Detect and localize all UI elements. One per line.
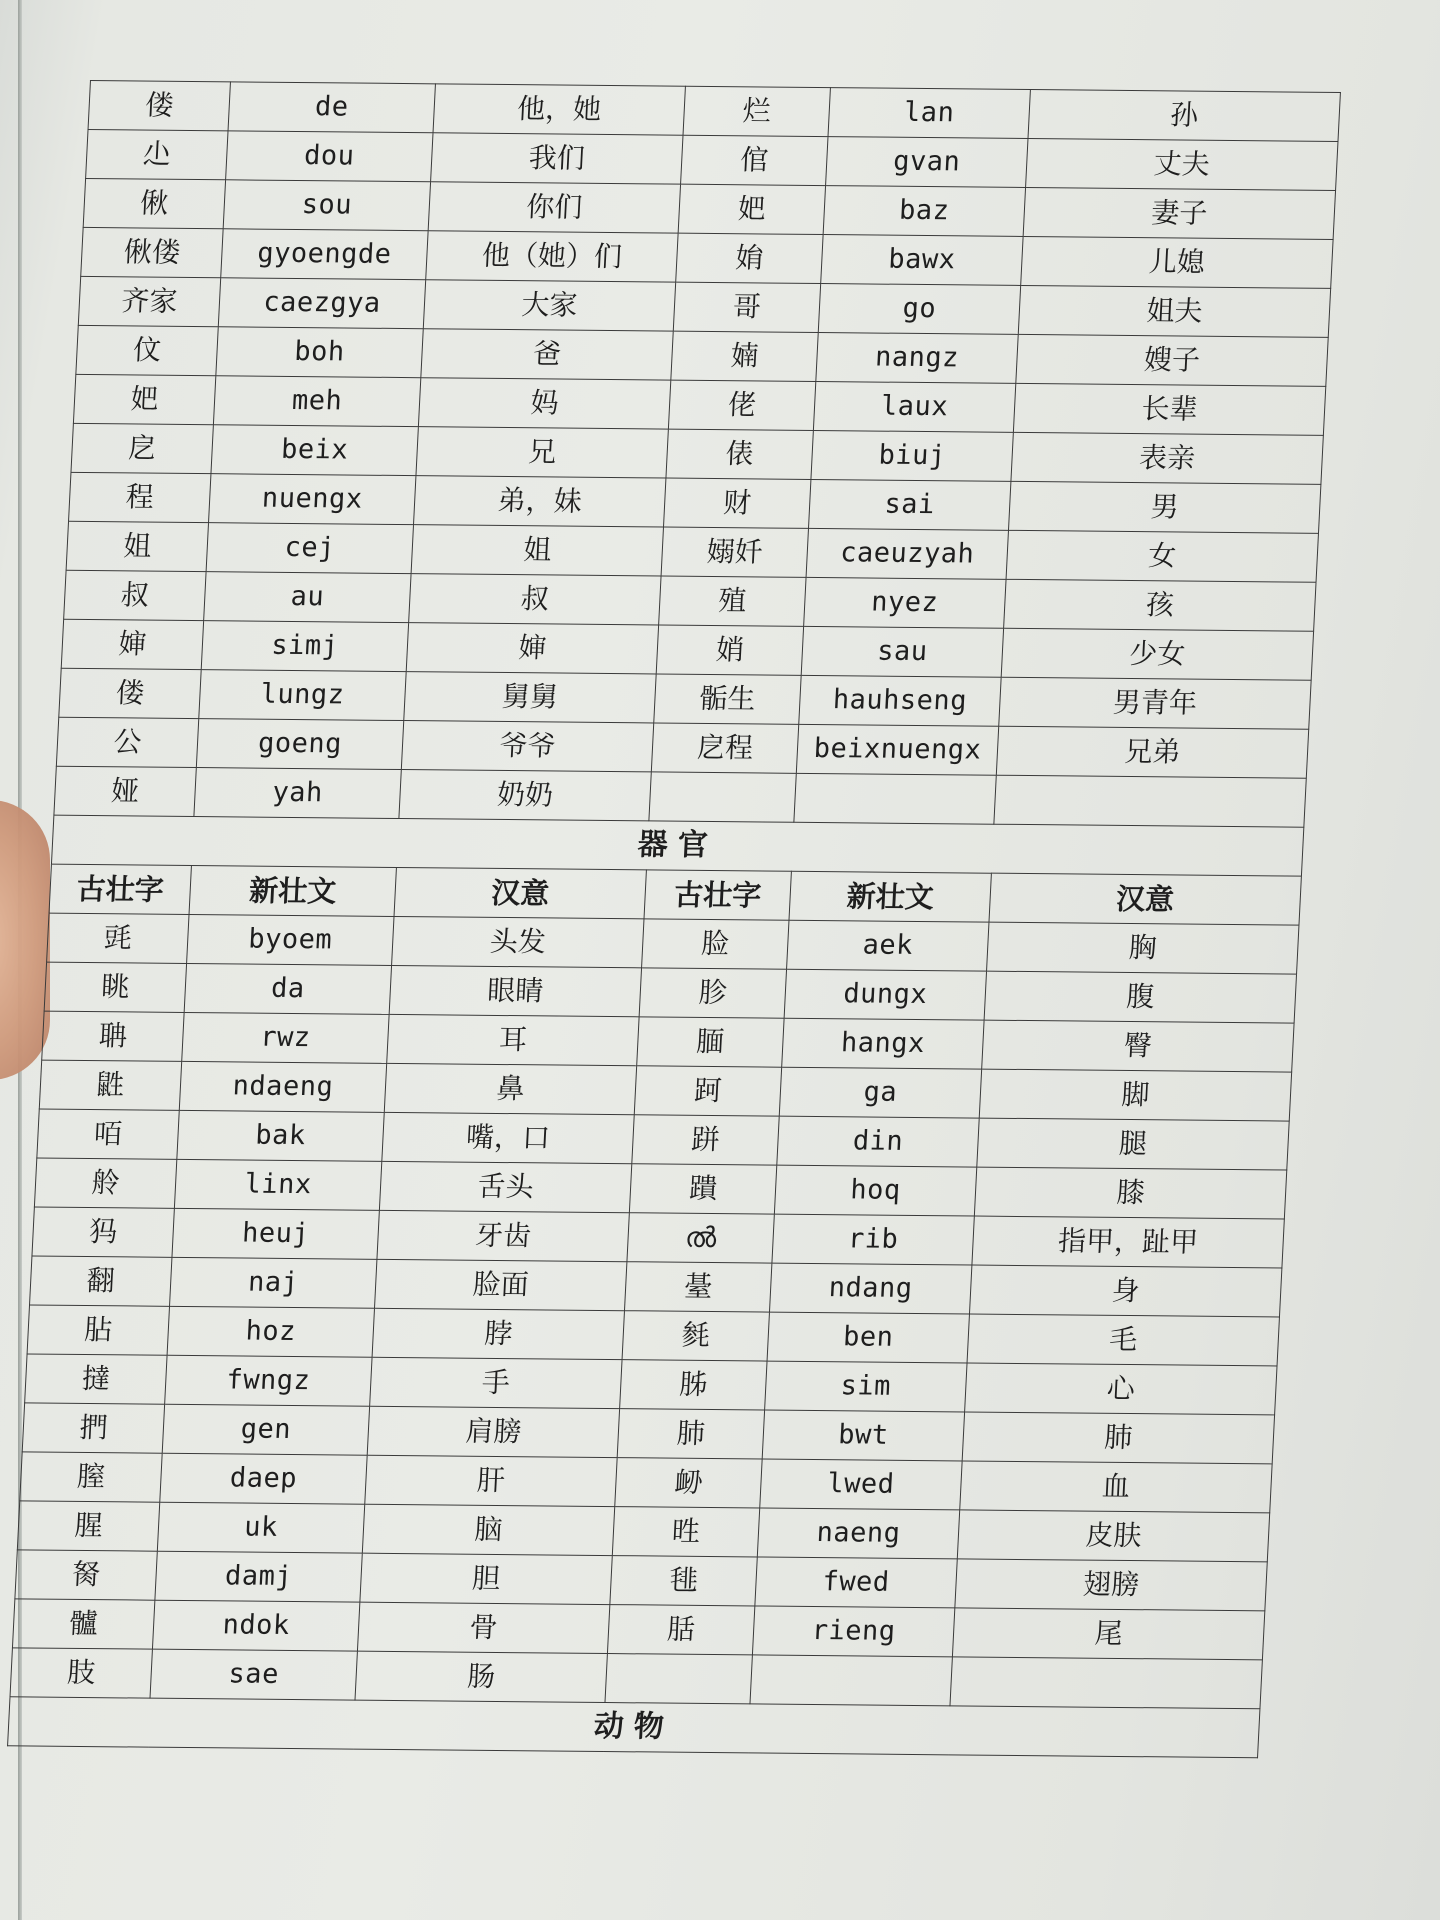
cell-new-zhuang-text xyxy=(794,773,996,824)
cell-old-zhuang-char: 䑓 xyxy=(624,1262,771,1312)
cell-new-zhuang-text: linx xyxy=(174,1159,381,1210)
cell-chinese-meaning: 尾 xyxy=(952,1608,1264,1660)
cell-chinese-meaning: 兄弟 xyxy=(996,726,1308,778)
cell-new-zhuang-text: lwed xyxy=(760,1459,962,1510)
cell-new-zhuang-text: au xyxy=(204,572,411,623)
cell-chinese-meaning: 骨 xyxy=(357,1602,609,1653)
cell-new-zhuang-text: bwt xyxy=(762,1410,964,1461)
cell-old-zhuang-char: 妑 xyxy=(678,184,825,234)
cell-old-zhuang-char: 聃 xyxy=(42,1011,184,1061)
cell-old-zhuang-char: 跒 xyxy=(634,1066,781,1116)
cell-chinese-meaning: 肺 xyxy=(962,1412,1274,1464)
cell-chinese-meaning: 叔 xyxy=(409,574,661,625)
cell-old-zhuang-char: 犸 xyxy=(32,1207,174,1257)
cell-chinese-meaning: 牙齿 xyxy=(377,1210,629,1261)
section-title-organs: 器官 xyxy=(51,815,1303,876)
cell-chinese-meaning: 舌头 xyxy=(379,1161,631,1212)
cell-new-zhuang-text: caezgya xyxy=(218,278,425,329)
vocabulary-table xyxy=(7,80,1341,1758)
cell-new-zhuang-text: biuj xyxy=(811,430,1013,481)
cell-chinese-meaning: 肠 xyxy=(355,1651,607,1702)
cell-new-zhuang-text: sai xyxy=(808,479,1010,530)
cell-old-zhuang-char: 俵 xyxy=(666,429,813,479)
vocabulary-sheet xyxy=(7,80,1340,1758)
cell-chinese-meaning: 女 xyxy=(1006,530,1318,582)
cell-old-zhuang-char: 䘐 xyxy=(615,1458,762,1508)
cell-old-zhuang-char: 偻 xyxy=(59,668,201,718)
cell-new-zhuang-text: beix xyxy=(211,425,418,476)
cell-chinese-meaning: 肩膀 xyxy=(367,1406,619,1457)
cell-new-zhuang-text: sim xyxy=(765,1361,967,1412)
cell-old-zhuang-char: 腥 xyxy=(17,1501,159,1551)
cell-chinese-meaning: 姐夫 xyxy=(1018,285,1330,337)
cell-old-zhuang-char: 嫋奷 xyxy=(661,527,808,577)
cell-new-zhuang-text: lungz xyxy=(199,670,406,721)
cell-new-zhuang-text: nyez xyxy=(804,577,1006,628)
cell-old-zhuang-char: 毭 xyxy=(47,913,189,963)
cell-chinese-meaning: 毛 xyxy=(967,1314,1279,1366)
cell-chinese-meaning: 嘴，口 xyxy=(382,1112,634,1163)
cell-chinese-meaning: 胸 xyxy=(987,922,1299,974)
cell-chinese-meaning: 鼻 xyxy=(384,1063,636,1114)
cell-chinese-meaning: 你们 xyxy=(428,182,680,233)
cell-chinese-meaning: 我们 xyxy=(431,133,683,184)
cell-old-zhuang-char: 捫 xyxy=(22,1403,164,1453)
cell-old-zhuang-char: 毴 xyxy=(610,1556,757,1606)
cell-old-zhuang-char: 婻 xyxy=(671,331,818,381)
cell-new-zhuang-text: lan xyxy=(828,88,1030,139)
cell-new-zhuang-text: rwz xyxy=(182,1012,389,1063)
cell-old-zhuang-char: 舲 xyxy=(34,1158,176,1208)
cell-new-zhuang-text: sou xyxy=(223,180,430,231)
cell-new-zhuang-text: naj xyxy=(170,1257,377,1308)
cell-chinese-meaning: 奶奶 xyxy=(399,770,651,821)
cell-chinese-meaning: 孙 xyxy=(1028,90,1340,142)
cell-old-zhuang-char: 姐 xyxy=(66,521,208,571)
cell-new-zhuang-text: nangz xyxy=(816,333,1018,384)
cell-new-zhuang-text: fwed xyxy=(755,1557,957,1608)
cell-old-zhuang-char: 膣 xyxy=(20,1452,162,1502)
cell-new-zhuang-text: nuengx xyxy=(209,474,416,525)
cell-chinese-meaning: 头发 xyxy=(392,916,644,967)
cell-old-zhuang-char: 胋 xyxy=(27,1305,169,1355)
cell-chinese-meaning: 爸 xyxy=(421,329,673,380)
cell-chinese-meaning: 爷爷 xyxy=(401,721,653,772)
cell-old-zhuang-char: 蹪 xyxy=(629,1164,776,1214)
cell-old-zhuang-char: 腼 xyxy=(637,1017,784,1067)
cell-new-zhuang-text: dungx xyxy=(784,969,986,1020)
cell-new-zhuang-text: meh xyxy=(213,376,420,427)
cell-old-zhuang-char: 髗 xyxy=(12,1599,154,1649)
cell-old-zhuang-char: 婶 xyxy=(61,619,203,669)
cell-chinese-meaning: 手 xyxy=(370,1357,622,1408)
cell-old-zhuang-char: 肺 xyxy=(617,1409,764,1459)
cell-old-zhuang-char: 胗 xyxy=(639,968,786,1018)
cell-chinese-meaning: 指甲，趾甲 xyxy=(972,1216,1284,1268)
cell-old-zhuang-char: 烂 xyxy=(683,86,830,136)
cell-chinese-meaning: 男青年 xyxy=(999,677,1311,729)
cell-chinese-meaning: 嫂子 xyxy=(1016,334,1328,386)
cell-new-zhuang-text: ndok xyxy=(152,1600,359,1651)
cell-new-zhuang-text: naeng xyxy=(757,1508,959,1559)
cell-chinese-meaning xyxy=(950,1657,1262,1709)
cell-chinese-meaning: 脸面 xyxy=(375,1259,627,1310)
cell-chinese-meaning: 臀 xyxy=(982,1020,1294,1072)
cell-chinese-meaning: 妈 xyxy=(418,378,670,429)
cell-new-zhuang-text: simj xyxy=(201,621,408,672)
cell-old-zhuang-char: 娋 xyxy=(656,625,803,675)
cell-old-zhuang-char: 姢 xyxy=(676,233,823,283)
cell-new-zhuang-text: fwngz xyxy=(165,1355,372,1406)
cell-new-zhuang-text: de xyxy=(228,82,435,133)
cell-chinese-meaning: 眼睛 xyxy=(389,965,641,1016)
cell-chinese-meaning: 兄 xyxy=(416,427,668,478)
cell-new-zhuang-text: aek xyxy=(787,920,989,971)
cell-chinese-meaning: 婶 xyxy=(406,623,658,674)
cell-new-zhuang-text: hoq xyxy=(774,1165,976,1216)
cell-chinese-meaning: 他（她）们 xyxy=(426,231,678,282)
cell-chinese-meaning: 脑 xyxy=(362,1504,614,1555)
cell-old-zhuang-char: 骺生 xyxy=(654,674,801,724)
cell-old-zhuang-char: 偢偻 xyxy=(81,227,223,277)
cell-chinese-meaning: 少女 xyxy=(1001,628,1313,680)
cell-new-zhuang-text: baz xyxy=(823,186,1025,237)
cell-new-zhuang-text: ndang xyxy=(769,1263,971,1314)
cell-old-zhuang-char xyxy=(649,772,796,822)
cell-new-zhuang-text: sau xyxy=(801,626,1003,677)
cell-old-zhuang-char: 伩 xyxy=(76,325,218,375)
cell-new-zhuang-text: gen xyxy=(162,1404,369,1455)
cell-new-zhuang-text xyxy=(750,1655,952,1706)
cell-new-zhuang-text: daep xyxy=(160,1453,367,1504)
cell-new-zhuang-text: boh xyxy=(216,327,423,378)
section-title-animals: 动物 xyxy=(8,1697,1260,1758)
cell-chinese-meaning: 孩 xyxy=(1004,579,1316,631)
cell-new-zhuang-text: cej xyxy=(206,523,413,574)
cell-old-zhuang-char: 胬 xyxy=(15,1550,157,1600)
cell-new-zhuang-text: rib xyxy=(772,1214,974,1265)
organs-section-title-body xyxy=(49,815,1304,925)
column-header-chinese-meaning: 汉意 xyxy=(989,873,1301,925)
cell-old-zhuang-char: 眺 xyxy=(44,962,186,1012)
cell-chinese-meaning: 胆 xyxy=(360,1553,612,1604)
cell-old-zhuang-char: 程 xyxy=(69,472,211,522)
cell-new-zhuang-text: gyoengde xyxy=(221,229,428,280)
cell-chinese-meaning: 血 xyxy=(960,1461,1272,1513)
cell-chinese-meaning: 脖 xyxy=(372,1308,624,1359)
cell-old-zhuang-char: 偻 xyxy=(88,81,230,131)
column-header-old-zhuang-char: 古壮字 xyxy=(644,870,791,920)
cell-chinese-meaning: 腿 xyxy=(977,1118,1289,1170)
cell-new-zhuang-text: goeng xyxy=(196,719,403,770)
cell-chinese-meaning: 姐 xyxy=(411,525,663,576)
cell-new-zhuang-text: rieng xyxy=(752,1606,954,1657)
cell-chinese-meaning xyxy=(994,775,1306,827)
cell-new-zhuang-text: beixnuengx xyxy=(796,724,998,775)
cell-old-zhuang-char: ൽ xyxy=(627,1213,774,1263)
column-header-chinese-meaning: 汉意 xyxy=(394,867,646,918)
cell-old-zhuang-char: 哥 xyxy=(673,282,820,332)
cell-chinese-meaning: 膝 xyxy=(974,1167,1286,1219)
cell-old-zhuang-char: 娅 xyxy=(54,766,196,816)
column-header-new-zhuang-text: 新壮文 xyxy=(189,866,396,917)
cell-chinese-meaning: 心 xyxy=(965,1363,1277,1415)
cell-old-zhuang-char: 佬 xyxy=(668,380,815,430)
cell-chinese-meaning: 丈夫 xyxy=(1026,139,1338,191)
cell-old-zhuang-char: 齐家 xyxy=(78,276,220,326)
cell-new-zhuang-text: da xyxy=(184,963,391,1014)
cell-chinese-meaning: 舅舅 xyxy=(404,672,656,723)
cell-chinese-meaning: 耳 xyxy=(387,1014,639,1065)
cell-old-zhuang-char: 肢 xyxy=(10,1648,152,1698)
cell-chinese-meaning: 他，她 xyxy=(433,84,685,135)
kinship-section xyxy=(54,81,1341,828)
cell-old-zhuang-char: 妑 xyxy=(73,374,215,424)
cell-old-zhuang-char: 咟 xyxy=(37,1109,179,1159)
cell-chinese-meaning: 肝 xyxy=(365,1455,617,1506)
cell-old-zhuang-char: 䏦 xyxy=(607,1605,754,1655)
cell-chinese-meaning: 腹 xyxy=(984,971,1296,1023)
cell-old-zhuang-char: 戹 xyxy=(71,423,213,473)
cell-chinese-meaning: 大家 xyxy=(423,280,675,331)
cell-old-zhuang-char: 偢 xyxy=(83,178,225,228)
cell-new-zhuang-text: yah xyxy=(194,768,401,819)
cell-chinese-meaning: 表亲 xyxy=(1011,432,1323,484)
cell-old-zhuang-char: 胏 xyxy=(620,1360,767,1410)
column-header-new-zhuang-text: 新壮文 xyxy=(789,871,991,922)
cell-new-zhuang-text: sae xyxy=(150,1649,357,1700)
cell-chinese-meaning: 长辈 xyxy=(1013,383,1325,435)
cell-old-zhuang-char: 毵 xyxy=(622,1311,769,1361)
cell-chinese-meaning: 皮肤 xyxy=(957,1510,1269,1562)
cell-new-zhuang-text: hangx xyxy=(782,1018,984,1069)
cell-old-zhuang-char: 甠 xyxy=(612,1507,759,1557)
cell-new-zhuang-text: damj xyxy=(155,1551,362,1602)
cell-old-zhuang-char: 尐 xyxy=(86,129,228,179)
cell-new-zhuang-text: byoem xyxy=(187,914,394,965)
cell-chinese-meaning: 身 xyxy=(969,1265,1281,1317)
cell-new-zhuang-text: ndaeng xyxy=(179,1061,386,1112)
cell-old-zhuang-char: 殖 xyxy=(659,576,806,626)
organs-section xyxy=(10,913,1299,1709)
cell-new-zhuang-text: hoz xyxy=(167,1306,374,1357)
cell-chinese-meaning: 妻子 xyxy=(1023,187,1335,239)
cell-new-zhuang-text: ga xyxy=(779,1067,981,1118)
cell-chinese-meaning: 脚 xyxy=(979,1069,1291,1121)
cell-chinese-meaning: 翅膀 xyxy=(955,1559,1267,1611)
cell-new-zhuang-text: gvan xyxy=(826,137,1028,188)
cell-old-zhuang-char: 翻 xyxy=(30,1256,172,1306)
cell-chinese-meaning: 男 xyxy=(1008,481,1320,533)
cell-new-zhuang-text: heuj xyxy=(172,1208,379,1259)
cell-old-zhuang-char: 撻 xyxy=(25,1354,167,1404)
cell-old-zhuang-char: 脸 xyxy=(642,919,789,969)
cell-old-zhuang-char xyxy=(605,1654,752,1704)
cell-chinese-meaning: 儿媳 xyxy=(1021,236,1333,288)
cell-old-zhuang-char: 戹程 xyxy=(651,723,798,773)
cell-new-zhuang-text: go xyxy=(818,284,1020,335)
cell-old-zhuang-char: 财 xyxy=(664,478,811,528)
cell-new-zhuang-text: din xyxy=(777,1116,979,1167)
cell-old-zhuang-char: 公 xyxy=(56,717,198,767)
cell-new-zhuang-text: bak xyxy=(177,1110,384,1161)
cell-new-zhuang-text: caeuzyah xyxy=(806,528,1008,579)
cell-chinese-meaning: 弟，妹 xyxy=(414,476,666,527)
cell-old-zhuang-char: 倌 xyxy=(681,135,828,185)
cell-new-zhuang-text: ben xyxy=(767,1312,969,1363)
cell-new-zhuang-text: laux xyxy=(813,381,1015,432)
cell-old-zhuang-char: 跰 xyxy=(632,1115,779,1165)
cell-new-zhuang-text: uk xyxy=(157,1502,364,1553)
cell-old-zhuang-char: 叔 xyxy=(64,570,206,620)
cell-new-zhuang-text: hauhseng xyxy=(799,675,1001,726)
cell-new-zhuang-text: dou xyxy=(226,131,433,182)
cell-old-zhuang-char: 鼪 xyxy=(39,1060,181,1110)
column-header-old-zhuang-char: 古壮字 xyxy=(49,864,191,914)
cell-new-zhuang-text: bawx xyxy=(821,235,1023,286)
